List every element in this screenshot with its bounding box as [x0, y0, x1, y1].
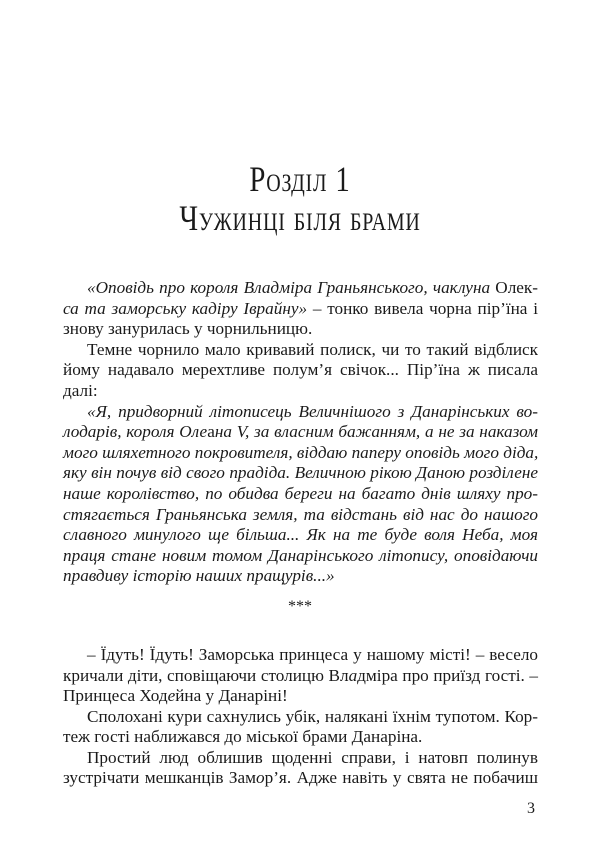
text-segment: – Їдуть! Їдуть! Заморська принцеса у нашому місті! – весело — [87, 645, 538, 664]
text-segment: мого шляхетного покровителя, віддаю паперу оповідь мого діда, — [63, 442, 539, 462]
text-line — [63, 768, 538, 788]
text-segment: теж гості наближався до міської брами Данаріна. — [63, 727, 423, 746]
text-line — [87, 748, 538, 768]
text-segment: е — [167, 686, 176, 705]
text-line — [63, 443, 538, 463]
text-segment: стягається Граньянська земля, та відстань від нас до нашого — [63, 504, 538, 524]
text-segment: «Оповідь про короля Владміра Граньянського, чаклуна — [87, 278, 496, 297]
text-segment: а — [348, 665, 358, 685]
chapter-number: Розділ 1 — [249, 159, 351, 199]
text-segment: яку він почув від свого прадіда. Величною рікою Даною розділене — [63, 463, 538, 483]
text-line — [63, 484, 538, 504]
text-line — [87, 645, 538, 665]
text-line — [63, 299, 538, 319]
text-segment: а — [207, 422, 215, 442]
text-line — [63, 686, 538, 706]
text-segment: Принцеса Ход — [63, 686, 168, 705]
text-line — [63, 422, 538, 442]
text-line — [63, 727, 538, 747]
text-segment: кричали діти, сповіщаючи столицю Вл — [63, 665, 349, 685]
text-segment: Олек- — [495, 278, 538, 297]
text-line — [63, 319, 538, 339]
text-line — [63, 566, 538, 586]
section-separator: *** — [288, 598, 312, 615]
text-line — [87, 402, 538, 422]
text-line — [87, 707, 538, 727]
chapter-title: Чужинці біля брами — [179, 198, 421, 238]
text-line — [63, 463, 538, 483]
text-segment: – тонко вивела чорна пір’їна і — [307, 298, 538, 318]
text-segment: дміра про приїзд гості. – — [357, 665, 538, 685]
text-segment: Простий люд облишив щоденні справи, і натовп полинув — [87, 747, 538, 767]
text-segment: славного минулого ще більша... Як на те буде воля Неба, моя — [63, 525, 538, 545]
text-line — [63, 546, 538, 566]
text-line — [63, 525, 538, 545]
text-segment: далі: — [63, 381, 98, 400]
text-segment: праця стане новим томом Данарінського літопису, оповідаючи — [63, 545, 538, 565]
text-line — [63, 360, 538, 380]
text-segment: наше королівство, по обидва береги на багато днів шляху про- — [63, 484, 538, 503]
text-line — [63, 505, 538, 525]
text-segment: йому надавало мерехтливе полум’я свічок... Пір’їна ж писала — [63, 360, 538, 380]
text-segment: на V, за власним бажанням, а не за наказом — [214, 422, 539, 442]
text-segment: правдиву історію наших пращурів...» — [63, 566, 335, 586]
text-segment: Сполохані кури сахнулись убік, налякані їхнім тупотом. Кор- — [87, 706, 538, 726]
text-line — [63, 666, 538, 686]
text-segment: р’я. Адже навіть у свята не побачиш — [264, 768, 538, 787]
text-segment: лодарів, короля Оле — [63, 422, 208, 442]
text-segment: «Я, придворний літописець Величнішого з Данарінських во- — [87, 401, 538, 421]
text-line — [87, 278, 538, 298]
text-segment: Темне чорнило мало кривавий полиск, чи то такий відблиск — [87, 339, 538, 359]
page-number: 3 — [527, 800, 535, 817]
text-segment: са та заморську кадіру Іврайну» — [63, 298, 308, 318]
text-segment: йна у Данаріні! — [175, 686, 288, 705]
text-line — [63, 381, 538, 401]
text-segment: о — [256, 768, 265, 787]
text-segment: зустрічати мешканців Зам — [63, 768, 257, 787]
text-line — [87, 340, 538, 360]
text-segment: знову занурилась у чорнильницю. — [63, 319, 313, 339]
